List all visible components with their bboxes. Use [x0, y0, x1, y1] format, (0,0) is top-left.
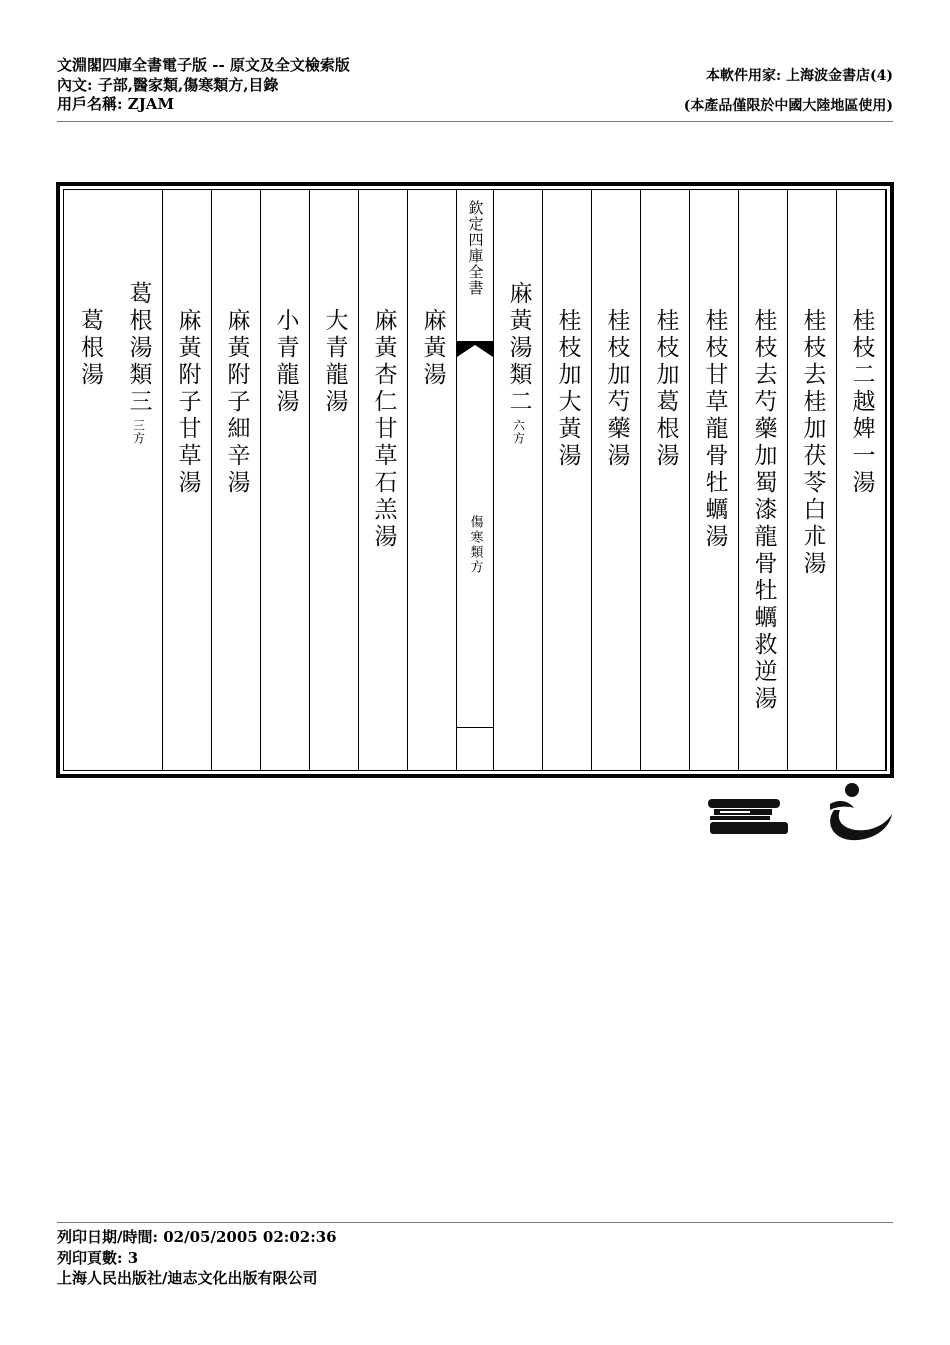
- header-user-name: 用戶名稱: ZJAM: [57, 95, 175, 113]
- prescription-column: [543, 190, 592, 770]
- prescription-column: [310, 190, 359, 770]
- footer-divider: [57, 1222, 893, 1223]
- prescription-column: [788, 190, 837, 770]
- book-page-frame: [56, 182, 894, 778]
- prescription-name: 小青龍湯: [272, 308, 299, 416]
- swirl-logo: [820, 780, 896, 846]
- header-licensee: 本軟件用家: 上海波金書店(4): [705, 68, 893, 84]
- prescription-name: 桂枝去桂加茯苓白朮湯: [799, 308, 826, 578]
- header-content-path: 內文: 子部,醫家類,傷寒類方,目錄: [57, 75, 279, 94]
- header-info: [57, 56, 350, 115]
- prescription-name: 大青龍湯: [321, 308, 348, 416]
- book-columns: [63, 189, 887, 771]
- prescription-column: [837, 190, 886, 770]
- prescription-column: [641, 190, 690, 770]
- prescription-name: 桂枝加芍藥湯: [603, 308, 630, 470]
- book-subtitle: 傷寒類方: [467, 515, 483, 575]
- prescription-column: [359, 190, 408, 770]
- category-count-note: 三方: [131, 419, 146, 445]
- book-title: 欽定四庫全書: [466, 200, 485, 296]
- prescription-column: [592, 190, 641, 770]
- prescription-column: [212, 190, 261, 770]
- footer-info: [57, 1227, 337, 1289]
- category-heading: 葛根湯類三: [125, 281, 152, 416]
- prescription-name: 桂枝甘草龍骨牡蠣湯: [701, 308, 728, 551]
- prescription-name: 桂枝去芍藥加蜀漆龍骨牡蠣救逆湯: [750, 308, 777, 713]
- header-license: [684, 61, 893, 121]
- print-page-count: 列印頁數: 3: [57, 1248, 139, 1267]
- prescription-name: 麻黃附子甘草湯: [174, 308, 201, 497]
- prescription-name: 桂枝加葛根湯: [652, 308, 679, 470]
- category-count-note: 六方: [511, 419, 526, 445]
- center-fold-column: [457, 190, 494, 770]
- prescription-column: [163, 190, 212, 770]
- center-divider-line: [457, 727, 493, 728]
- prescription-name: 麻黃附子細辛湯: [223, 308, 250, 497]
- prescription-column: [65, 190, 114, 770]
- print-datetime: 列印日期/時間: 02/05/2005 02:02:36: [57, 1228, 337, 1246]
- prescription-name: 麻黃杏仁甘草石羔湯: [370, 308, 397, 551]
- header-product-title: 文淵閣四庫全書電子版 -- 原文及全文檢索版: [57, 56, 350, 74]
- prescription-name: 麻黃湯: [419, 308, 446, 389]
- category-heading-column: [114, 190, 163, 770]
- prescription-name: 葛根湯: [77, 308, 103, 389]
- prescription-name: 桂枝加大黃湯: [554, 308, 581, 470]
- publisher: 上海人民出版社/迪志文化出版有限公司: [57, 1269, 318, 1287]
- category-heading-column: [494, 190, 543, 770]
- prescription-name: 桂枝二越婢一湯: [848, 308, 875, 497]
- fish-tail-mark: [457, 341, 493, 369]
- prescription-column: [739, 190, 788, 770]
- category-heading: 麻黃湯類二: [505, 281, 532, 416]
- prescription-column: [408, 190, 457, 770]
- header-divider: [57, 121, 893, 122]
- prescription-column: [261, 190, 310, 770]
- book-stack-logo: [706, 797, 790, 837]
- prescription-column: [690, 190, 739, 770]
- header-restriction: (本產品僅限於中國大陸地區使用): [683, 98, 893, 114]
